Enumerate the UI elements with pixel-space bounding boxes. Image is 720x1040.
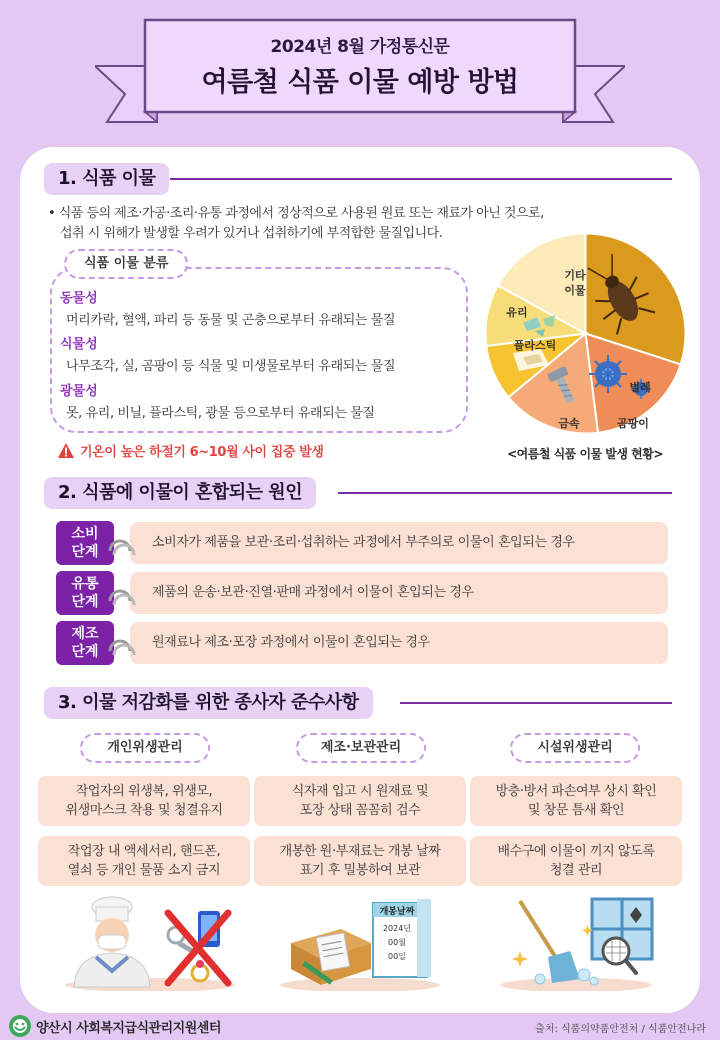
ring-icon (106, 579, 136, 609)
mask-icon (98, 935, 126, 949)
warning-icon (58, 443, 74, 458)
header-title: 여름철 식품 이물 예방 방법 (201, 67, 519, 98)
center-name: 양산시 사회복지급식관리지원센터 (36, 1021, 221, 1036)
classification-title: 식품 이물 분류 (64, 249, 188, 279)
guideline-line-1: 개봉한 원·부재료는 개봉 날짜 (279, 844, 441, 859)
cause-text: 제품의 운송·보관·진열·판매 과정에서 이물이 혼입되는 경우 (130, 572, 668, 614)
cause-tag-line-2: 단계 (71, 594, 99, 610)
guideline-box (38, 776, 250, 826)
guideline-line-2: 및 창문 틈새 확인 (527, 803, 625, 818)
label-card-month: 00월 (388, 938, 406, 947)
category-animal-desc: 머리카락, 혈액, 파리 등 동물 및 곤충으로부터 유래되는 물질 (66, 313, 396, 328)
guideline-box (254, 836, 466, 886)
pie-label-mold: 곰팡이 (617, 417, 649, 430)
guideline-box (254, 776, 466, 826)
cause-row-consumer (56, 521, 668, 565)
section3-title: 3. 이물 저감화를 위한 종사자 준수사항 (44, 687, 373, 719)
guideline-line-1: 작업장 내 액세서리, 핸드폰, (67, 844, 221, 859)
guideline-box (470, 836, 682, 886)
header-subtitle: 2024년 8월 가정통신문 (270, 37, 450, 57)
paper-icon (316, 933, 349, 971)
category-plant: 식물성 (60, 337, 98, 352)
guideline-line-1: 작업자의 위생복, 위생모, (75, 784, 213, 799)
guideline-box (470, 776, 682, 826)
category-plant-desc: 나무조각, 실, 곰팡이 등 식물 및 미생물로부터 유래되는 물질 (66, 359, 396, 374)
guideline-line-2: 표기 후 밀봉하여 보관 (299, 863, 421, 878)
content-card (20, 147, 700, 1013)
category-animal: 동물성 (60, 291, 98, 306)
category-mineral: 광물성 (60, 384, 98, 399)
section2-title: 2. 식품에 이물이 혼합되는 원인 (44, 477, 316, 509)
pie-chart (483, 231, 688, 436)
cause-row-distribution (56, 571, 668, 615)
cause-text: 소비자가 제품을 보관·조리·섭취하는 과정에서 부주의로 이물이 혼입되는 경우 (130, 522, 668, 564)
guideline-line-1: 식자재 입고 시 원재료 및 (291, 784, 429, 799)
pie-label-bug: 벌레 (629, 381, 651, 394)
warning-text: 기온이 높은 하절기 6~10월 사이 집중 발생 (80, 445, 324, 460)
col-title-personal: 개인위생관리 (80, 733, 210, 763)
ring-icon (106, 629, 136, 659)
cause-text: 원재료나 제조·포장 과정에서 이물이 혼입되는 경우 (130, 622, 668, 664)
section1-divider (170, 178, 672, 180)
col-title-facility: 시설위생관리 (510, 733, 640, 763)
source-note: 출처: 식품의약품안전처 / 식품안전나라 (535, 1024, 706, 1035)
guideline-box (38, 836, 250, 886)
warning-note (58, 441, 324, 460)
pie-label-metal: 금속 (558, 417, 580, 430)
broom-icon (520, 901, 558, 961)
section2-divider (338, 492, 672, 494)
intro-line-2: 섭취 시 위해가 발생할 우려가 있거나 섭취하기에 부적합한 물질입니다. (60, 226, 443, 241)
ring-icon (106, 529, 136, 559)
cause-row-manufacturing (56, 621, 668, 665)
cause-tag-line-1: 유통 (71, 576, 99, 592)
col-title-storage: 제조·보관관리 (296, 733, 426, 763)
cause-tag-line-1: 소비 (71, 526, 99, 542)
sparkle-icon (512, 951, 528, 967)
guideline-line-2: 열쇠 등 개인 물품 소지 금지 (67, 863, 221, 878)
storage-illustration (275, 895, 445, 991)
pie-caption: <여름철 식품 이물 발생 현황> (507, 447, 663, 461)
label-card-day: 00일 (388, 952, 406, 961)
pie-label-etc-1: 기타 (564, 269, 586, 282)
section1-title: 1. 식품 이물 (44, 163, 169, 195)
category-mineral-desc: 못, 유리, 비닐, 플라스틱, 광물 등으로부터 유래되는 물질 (66, 406, 375, 421)
center-logo-icon (8, 1014, 32, 1038)
guideline-line-2: 청결 관리 (549, 863, 603, 878)
section3-divider (400, 702, 672, 704)
guideline-line-2: 포장 상태 꼼꼼히 검수 (299, 803, 421, 818)
pie-label-glass: 유리 (506, 306, 528, 319)
cause-tag-line-2: 단계 (71, 544, 99, 560)
label-card-year: 2024년 (382, 924, 412, 933)
guideline-line-1: 방충·방서 파손여부 상시 확인 (495, 784, 657, 799)
cause-tag-line-2: 단계 (71, 644, 99, 660)
pie-label-plastic: 플라스틱 (513, 339, 557, 352)
pie-label-etc-2: 이물 (564, 284, 586, 297)
label-card-title: 개봉날짜 (379, 907, 415, 917)
header-ribbon (95, 18, 625, 128)
cause-tag-line-1: 제조 (71, 626, 99, 642)
worker-illustration (60, 895, 240, 991)
guideline-line-2: 위생마스크 착용 및 청결유지 (65, 803, 223, 818)
guideline-line-1: 배수구에 이물이 끼지 않도록 (497, 844, 655, 859)
facility-illustration (496, 895, 666, 991)
intro-line-1: • 식품 등의 제조·가공·조리·유통 과정에서 정상적으로 사용된 원료 또는 재료가 아닌 것으로, (48, 206, 544, 221)
